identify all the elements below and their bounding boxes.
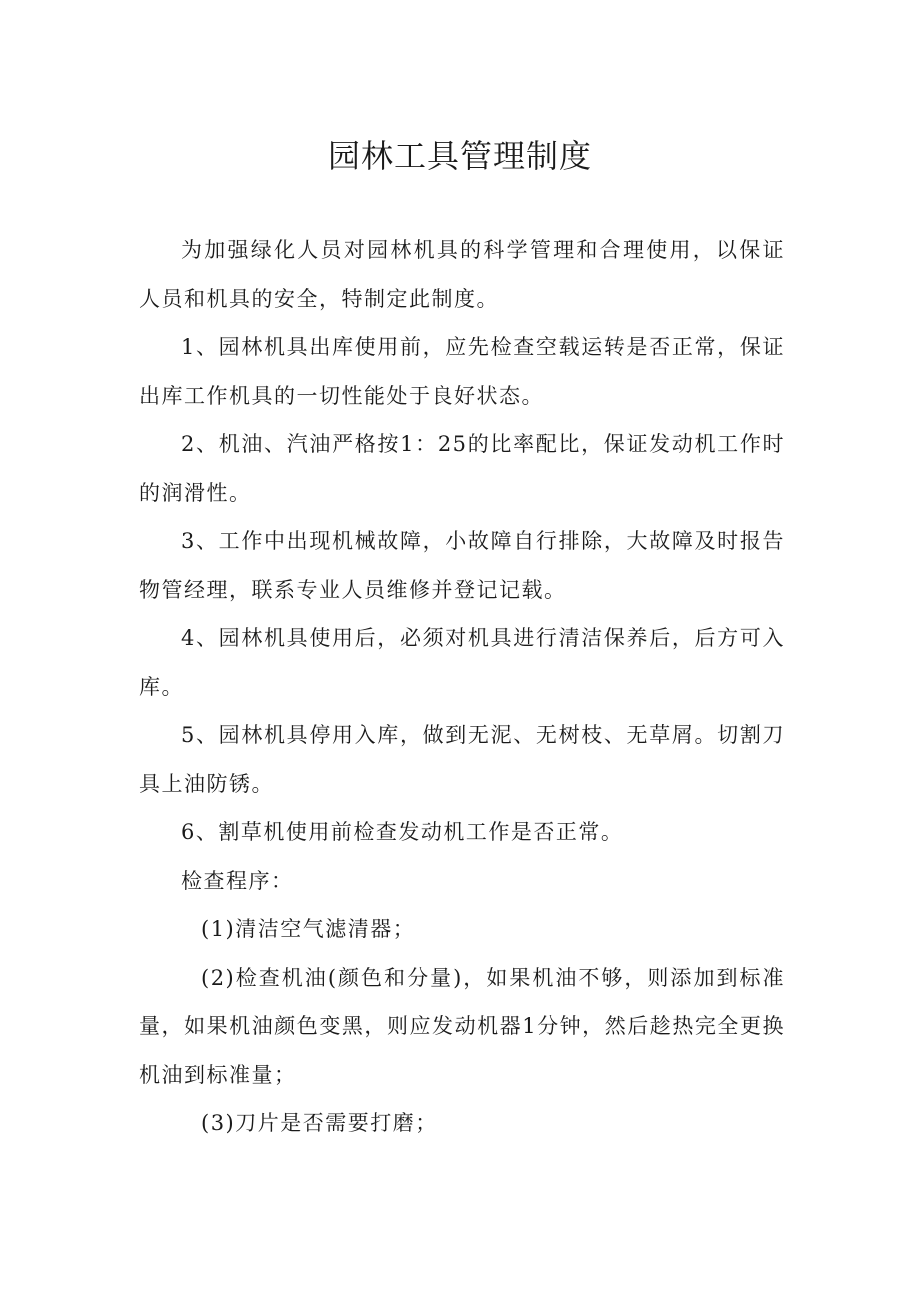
rule-6-paragraph: 6、割草机使用前检查发动机工作是否正常。 xyxy=(181,820,624,844)
document-body xyxy=(139,226,785,1148)
rule-4-paragraph: 4、园林机具使用后，必须对机具进行清洁保养后，后方可入库。 xyxy=(139,626,785,699)
rule-5-paragraph: 5、园林机具停用入库，做到无泥、无树枝、无草屑。切割刀具上油防锈。 xyxy=(139,723,785,796)
rule-1-paragraph: 1、园林机具出库使用前，应先检查空载运转是否正常，保证出库工作机具的一切性能处于良好状态。 xyxy=(139,335,785,408)
intro-paragraph: 为加强绿化人员对园林机具的科学管理和合理使用，以保证人员和机具的安全，特制定此制度。 xyxy=(139,238,785,311)
document-title: 园林工具管理制度 xyxy=(327,137,592,175)
step-1-paragraph: (1)清洁空气滤清器； xyxy=(201,917,416,941)
step-3-paragraph: (3)刀片是否需要打磨； xyxy=(201,1111,438,1135)
rule-3-paragraph: 3、工作中出现机械故障，小故障自行排除，大故障及时报告物管经理，联系专业人员维修并登记记载。 xyxy=(139,529,785,602)
step-2-paragraph: (2)检查机油(颜色和分量)，如果机油不够，则添加到标准量，如果机油颜色变黑，则应发动机器1分钟，然后趁热完全更换机油到标准量； xyxy=(139,965,785,1087)
check-procedure-heading: 检查程序： xyxy=(181,868,294,893)
rule-2-paragraph: 2、机油、汽油严格按1：25的比率配比，保证发动机工作时的润滑性。 xyxy=(139,432,785,505)
